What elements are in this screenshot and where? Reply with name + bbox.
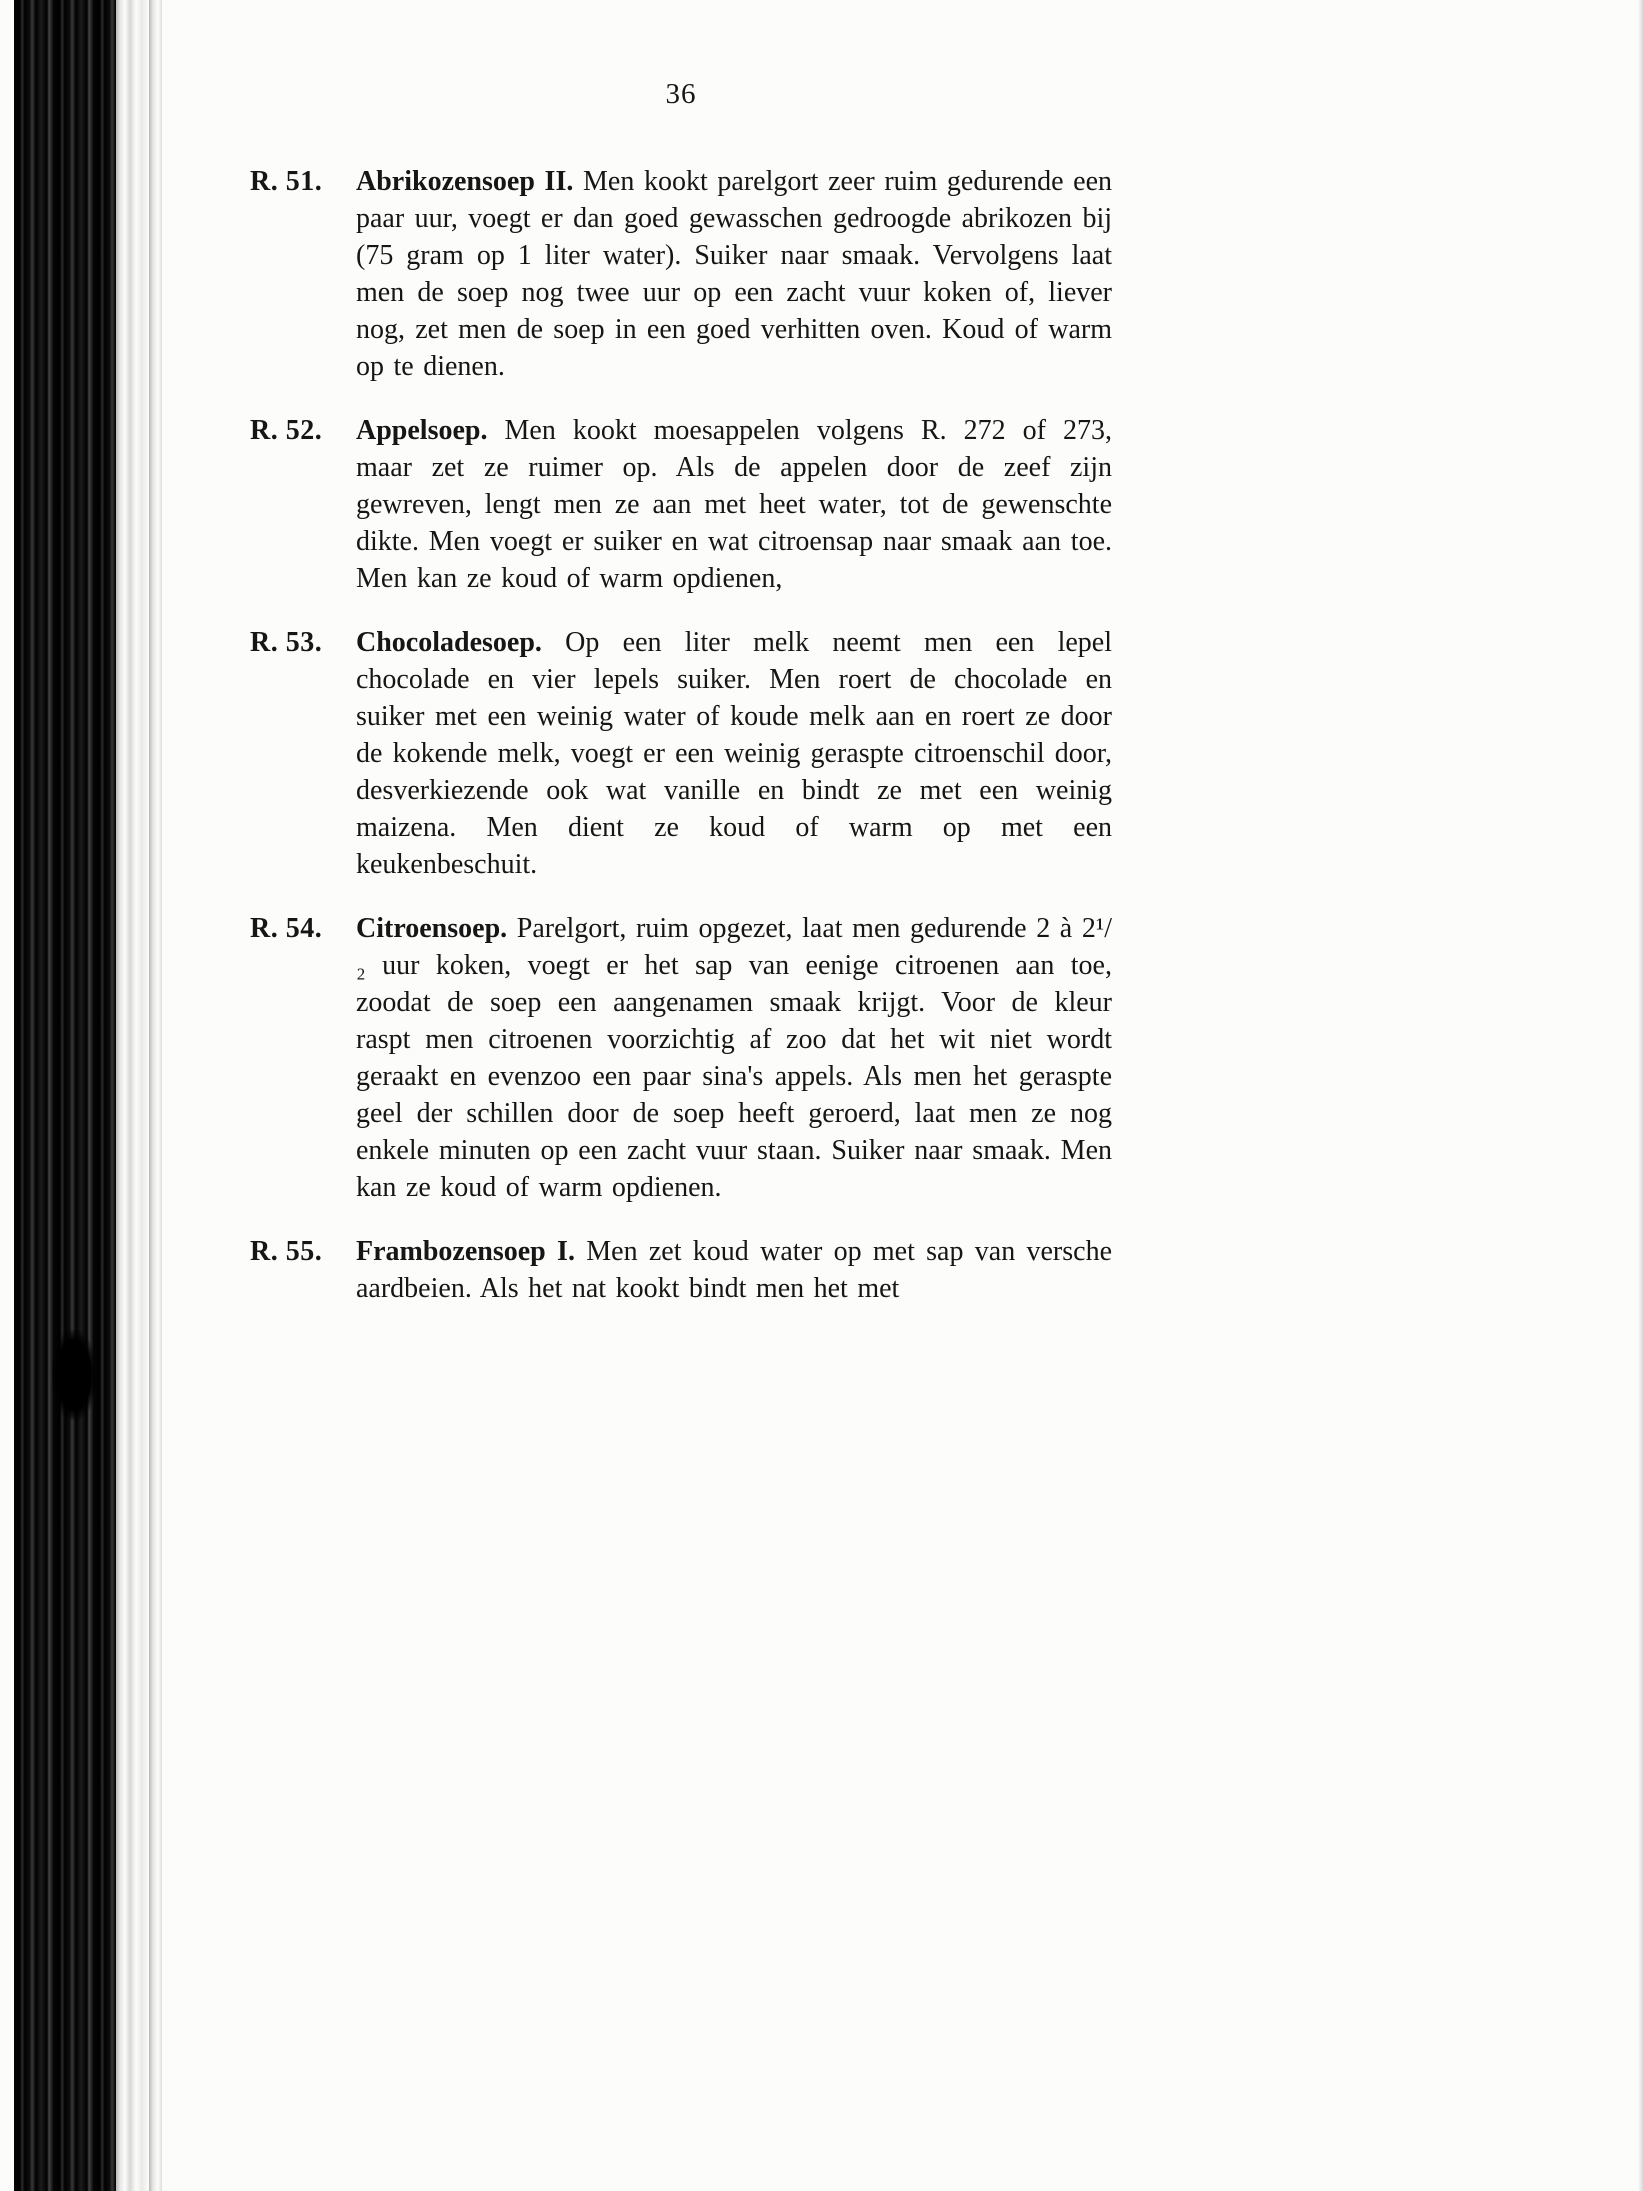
recipe-body: Men kookt parelgort zeer ruim gedurende een paar uur, voegt er dan goed gewasschen gedroogde abrikozen bij (75 gram op 1 liter water). Suiker naar smaak. Vervolgens laat men de soep nog twee uur op een zacht vuur koken of, liever nog, zet men de soep in een goed verhitten oven. Koud of warm op te dienen. [356,166,1112,382]
recipe-entry-52 [250,412,1112,597]
recipe-paragraph [356,910,1112,1206]
recipe-paragraph [356,624,1112,883]
recipe-label: R. 53. [250,627,323,658]
binding-ink-blob [52,1330,96,1420]
book-binding-scan-artifact [14,0,116,2191]
recipe-entry-53 [250,624,1112,883]
page-right-edge-shadow [1638,0,1643,2191]
recipe-title: Abrikozensoep II. [356,166,574,197]
recipe-label: R. 51. [250,166,323,197]
recipe-entry-55 [250,1233,1112,1307]
recipe-paragraph [356,163,1112,385]
page-content [250,78,1112,1334]
recipe-label: R. 55. [250,1236,323,1267]
recipe-entry-54 [250,910,1112,1206]
recipe-title: Chocoladesoep. [356,627,542,658]
recipe-body: Op een liter melk neemt men een lepel chocolade en vier lepels suiker. Men roert de chocolade en suiker met een weinig water of koude melk aan en roert ze door de kokende melk, voegt er een weinig geraspte citroenschil door, desverkiezende ook wat vanille en bindt ze met een weinig maizena. Men dient ze koud of warm op met een keukenbeschuit. [356,627,1113,880]
recipe-title: Frambozensoep I. [356,1236,575,1267]
recipe-paragraph [356,412,1112,597]
recipe-paragraph [356,1233,1112,1307]
binding-shadow-streaks [116,0,162,2191]
page-number: 36 [665,78,697,110]
recipe-title: Citroensoep. [356,913,508,944]
recipe-title: Appelsoep. [356,415,488,446]
recipe-entry-51 [250,163,1112,385]
recipe-body: Men kookt moesappelen volgens R. 272 of 273, maar zet ze ruimer op. Als de appelen door de zeef zijn gewreven, lengt men ze aan met heet water, tot de gewenschte dikte. Men voegt er suiker en wat citroensap naar smaak aan toe. Men kan ze koud of warm opdienen, [356,415,1113,594]
recipe-label: R. 54. [250,913,323,944]
recipe-body: Parelgort, ruim opgezet, laat men gedurende 2 à 2¹/₂ uur koken, voegt er het sap van eenige citroenen aan toe, zoodat de soep een aangenamen smaak krijgt. Voor de kleur raspt men citroenen voorzichtig af zoo dat het wit niet wordt geraakt en evenzoo een paar sina's appels. Als men het geraspte geel der schillen door de soep heeft geroerd, laat men ze nog enkele minuten op een zacht vuur staan. Suiker naar smaak. Men kan ze koud of warm opdienen. [356,913,1112,1203]
recipe-label: R. 52. [250,415,323,446]
recipe-body: Men zet koud water op met sap van versche aardbeien. Als het nat kookt bindt men het met [356,1236,1112,1304]
